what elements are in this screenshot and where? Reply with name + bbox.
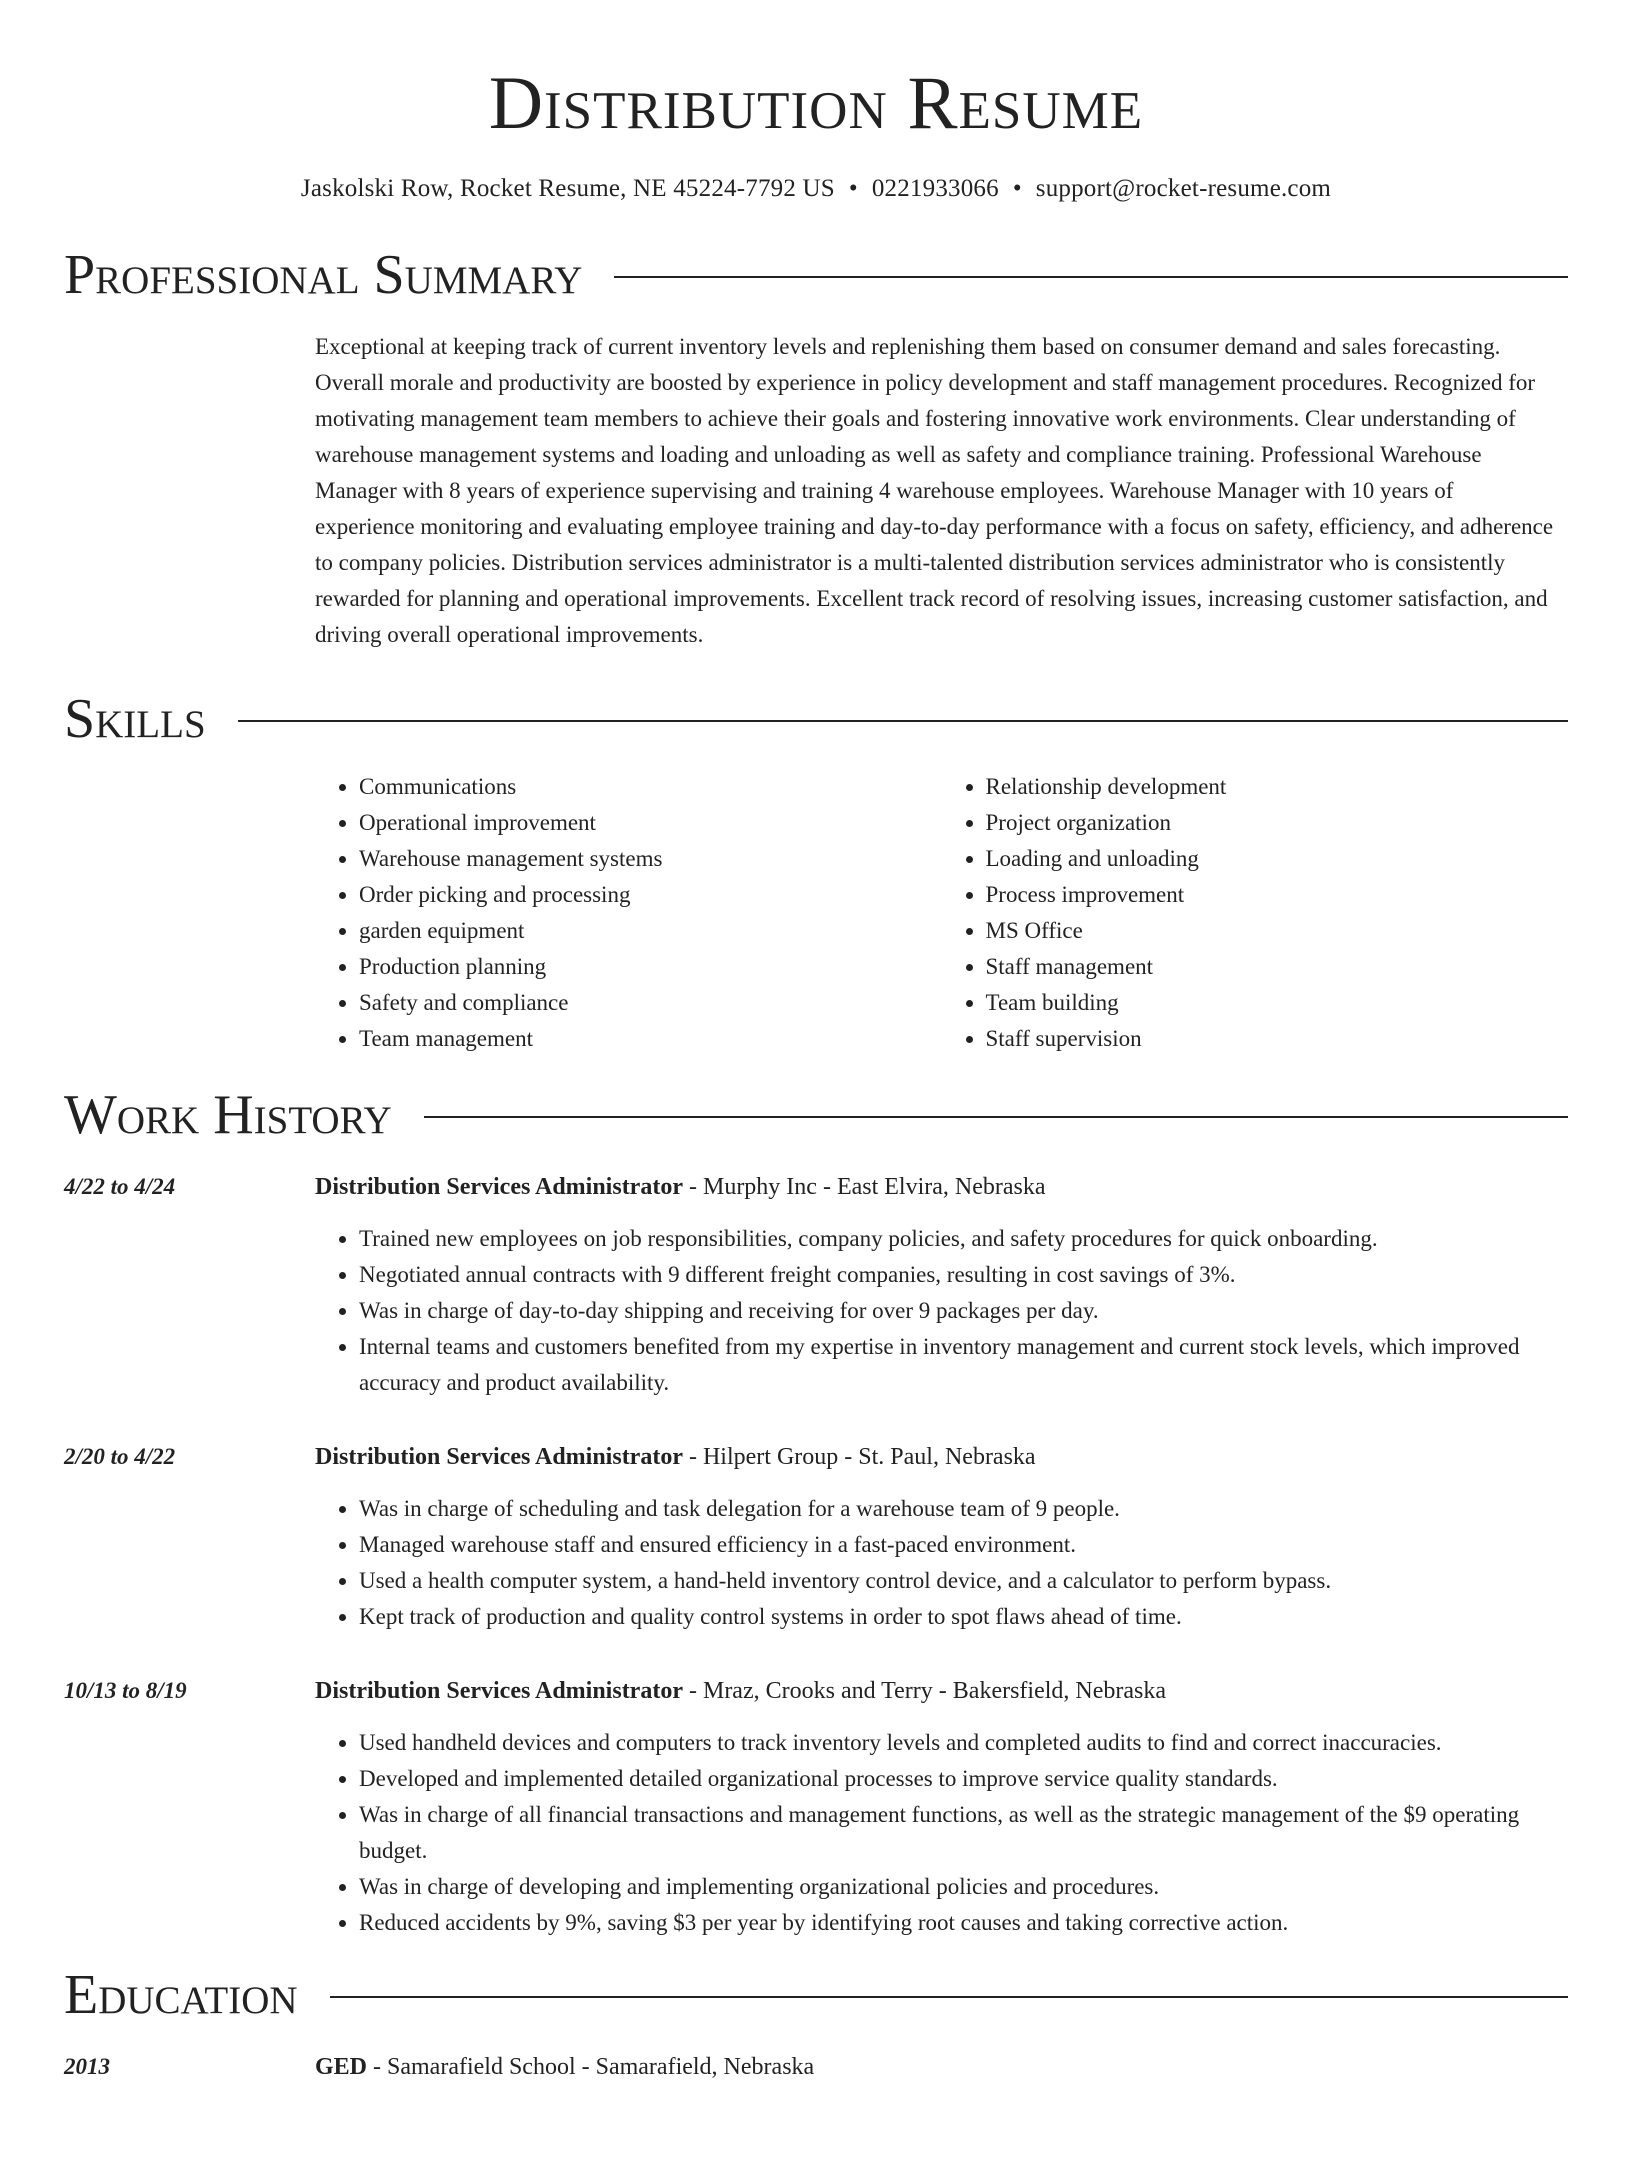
skill-item: • Process improvement [986,877,1569,913]
skills-grid [315,769,1568,1057]
section-divider [424,1116,1568,1118]
job-content [315,1169,1568,1401]
section-divider [614,276,1568,278]
job-entry [64,1673,1568,1941]
skill-item: • Warehouse management systems [359,841,942,877]
education-section-header [64,1964,1568,2026]
work-heading: Work History [64,1084,392,1146]
resume-title: Distribution Resume [488,62,1144,145]
job-entry [64,1169,1568,1401]
skill-item: • Team management [359,1021,942,1057]
work-history-list [64,1169,1568,1941]
education-heading: Education [64,1964,298,2026]
job-employer: - Murphy Inc - East Elvira, Nebraska [682,1174,1046,1200]
job-bullet: • Used a health computer system, a hand-held inventory control device, and a calculator to perform bypass. [359,1563,1568,1599]
skill-item: • Operational improvement [359,805,942,841]
skill-item: • Staff management [986,949,1569,985]
job-bullets [315,1221,1568,1401]
section-divider [238,720,1568,722]
skills-column-left [315,769,942,1057]
job-heading [315,1169,1568,1205]
skill-item: • Safety and compliance [359,985,942,1021]
job-bullet: • Was in charge of scheduling and task delegation for a warehouse team of 9 people. [359,1491,1568,1527]
skill-item: • Communications [359,769,942,805]
skill-item: • MS Office [986,913,1569,949]
job-bullet: • Internal teams and customers benefited from my expertise in inventory management and current stock levels, which improved accuracy and product availability. [359,1329,1568,1401]
job-bullet: • Kept track of production and quality control systems in order to spot flaws ahead of time. [359,1599,1568,1635]
job-bullet: • Was in charge of developing and implementing organizational policies and procedures. [359,1869,1568,1905]
education-degree: GED [315,2054,368,2080]
job-employer: - Mraz, Crooks and Terry - Bakersfield, Nebraska [682,1678,1167,1704]
skill-item: • garden equipment [359,913,942,949]
contact-address: Jaskolski Row, Rocket Resume, NE 45224-7792 US [300,175,835,202]
job-content [315,1673,1568,1941]
education-heading [315,2049,1568,2085]
work-section-header [64,1084,1568,1146]
job-employer: - Hilpert Group - St. Paul, Nebraska [682,1444,1036,1470]
job-title: Distribution Services Administrator [315,1444,683,1470]
summary-heading: Professional Summary [64,244,583,306]
job-title: Distribution Services Administrator [315,1174,683,1200]
job-bullet: • Developed and implemented detailed organizational processes to improve service quality standards. [359,1761,1568,1797]
job-heading [315,1439,1568,1475]
education-content [315,2049,1568,2085]
education-list [64,2049,1568,2085]
contact-separator: • [1012,175,1022,202]
job-title: Distribution Services Administrator [315,1678,683,1704]
education-dates: 2013 [64,2054,110,2079]
job-dates: 2/20 to 4/22 [64,1444,176,1469]
skill-item: • Staff supervision [986,1021,1569,1057]
job-bullet: • Was in charge of day-to-day shipping and receiving for over 9 packages per day. [359,1293,1568,1329]
contact-separator: • [848,175,858,202]
education-entry [64,2049,1568,2085]
education-school: - Samarafield School - Samarafield, Nebraska [367,2054,815,2080]
skills-section-header [64,688,1568,750]
section-divider [330,1996,1568,1998]
job-bullet: • Negotiated annual contracts with 9 different freight companies, resulting in cost savings of 3%. [359,1257,1568,1293]
contact-phone: 0221933066 [871,175,999,202]
skill-item: • Production planning [359,949,942,985]
skill-item: • Team building [986,985,1569,1021]
job-bullet: • Trained new employees on job responsibilities, company policies, and safety procedures for quick onboarding. [359,1221,1568,1257]
job-bullet: • Reduced accidents by 9%, saving $3 per year by identifying root causes and taking corrective action. [359,1905,1568,1941]
job-bullets [315,1725,1568,1941]
job-dates: 4/22 to 4/24 [64,1174,176,1199]
summary-text: Exceptional at keeping track of current inventory levels and replenishing them based on consumer demand and sales forecasting. Overall morale and productivity are boosted by experience in policy development and staff management procedures. Recognized for motivating management team members to achieve their goals and fostering innovative work environments. Clear understanding of warehouse management systems and loading and unloading as well as safety and compliance training. Professional Warehouse Manager with 8 years of experience supervising and training 4 warehouse employees. Warehouse Manager with 10 years of experience monitoring and evaluating employee training and day-to-day performance with a focus on safety, efficiency, and adherence to company policies. Distribution services administrator is a multi-talented distribution services administrator who is consistently rewarded for planning and operational improvements. Excellent track record of resolving issues, increasing customer satisfaction, and driving overall operational improvements. [315,334,1554,647]
job-content [315,1439,1568,1635]
job-heading [315,1673,1568,1709]
contact-email: support@rocket-resume.com [1035,175,1332,202]
job-entry [64,1439,1568,1635]
skills-heading: Skills [64,688,206,750]
skill-item: • Order picking and processing [359,877,942,913]
job-bullets [315,1491,1568,1635]
skill-item: • Loading and unloading [986,841,1569,877]
skill-item: • Relationship development [986,769,1569,805]
job-dates: 10/13 to 8/19 [64,1678,187,1703]
job-bullet: • Was in charge of all financial transactions and management functions, as well as the strategic management of the $9 operating budget. [359,1797,1568,1869]
job-bullet: • Managed warehouse staff and ensured efficiency in a fast-paced environment. [359,1527,1568,1563]
skill-item: • Project organization [986,805,1569,841]
skills-column-right [942,769,1569,1057]
summary-section-header [64,244,1568,306]
job-bullet: • Used handheld devices and computers to track inventory levels and completed audits to find and correct inaccuracies. [359,1725,1568,1761]
resume-page [0,62,1632,2178]
contact-line [64,175,1568,203]
